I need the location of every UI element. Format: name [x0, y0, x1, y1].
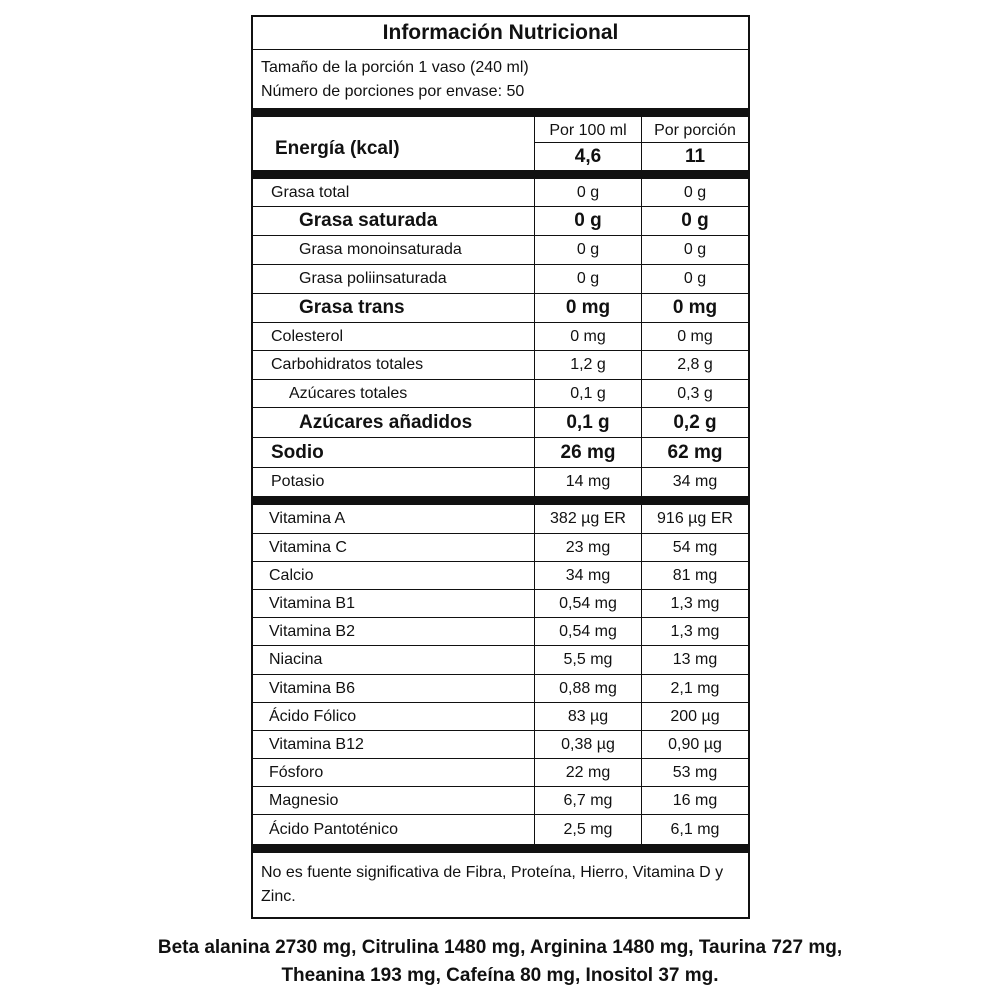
vitamin-per100: 0,54 mg [534, 590, 641, 617]
vitamin-per100: 0,88 mg [534, 675, 641, 702]
vitamin-label: Vitamina A [269, 510, 346, 527]
per-serving-header: Por porción [642, 117, 748, 143]
nutrient-row-colesterol [253, 323, 748, 351]
nutrient-per100: 0 g [534, 207, 641, 235]
nutrient-per100: 0 mg [534, 323, 641, 350]
nutrient-per-serving: 34 mg [641, 468, 748, 496]
footnote: No es fuente significativa de Fibra, Proteína, Hierro, Vitamina D y Zinc. [261, 864, 724, 905]
nutrient-per-serving: 0,3 g [641, 380, 748, 407]
vitamin-label: Magnesio [269, 791, 339, 809]
vitamin-per100: 382 µg ER [534, 505, 641, 533]
vitamin-per100: 6,7 mg [534, 787, 641, 814]
per100-column [534, 117, 641, 170]
nutrient-row-sodio [253, 438, 748, 468]
nutrient-per100: 0 mg [534, 294, 641, 322]
vitamin-label: Fósforo [269, 763, 324, 781]
nutrient-per-serving: 0,2 g [641, 408, 748, 437]
vitamin-per-serving: 53 mg [641, 759, 748, 786]
nutrient-label: Grasa saturada [299, 210, 438, 231]
label-title: Información Nutricional [253, 17, 748, 50]
nutrient-per-serving: 0 g [641, 179, 748, 206]
serving-info [253, 50, 748, 117]
vitamin-per-serving: 200 µg [641, 703, 748, 730]
additional-ingredients-line-1: Beta alanina 2730 mg, Citrulina 1480 mg, Arginina 1480 mg, Taurina 727 mg, [157, 937, 843, 958]
vitamin-row [253, 815, 748, 853]
vitamin-label: Niacina [269, 651, 323, 668]
vitamin-row [253, 787, 748, 815]
nutrient-row-grasa-total [253, 179, 748, 207]
nutrient-label: Azúcares totales [289, 384, 408, 402]
vitamin-per-serving: 2,1 mg [641, 675, 748, 702]
energy-row [253, 117, 748, 179]
vitamin-per-serving: 0,90 µg [641, 731, 748, 758]
energy-per100: 4,6 [574, 145, 602, 167]
vitamin-label: Vitamina B6 [269, 679, 355, 697]
vitamin-row [253, 646, 748, 675]
vitamin-per100: 5,5 mg [534, 646, 641, 674]
energy-per-serving: 11 [684, 145, 706, 167]
nutrient-row-grasa-mono [253, 236, 748, 265]
nutrient-row-carbohidratos [253, 351, 748, 380]
nutrient-per-serving: 62 mg [641, 438, 748, 467]
vitamin-per-serving: 6,1 mg [641, 815, 748, 844]
nutrient-label: Grasa poliinsaturada [299, 270, 447, 287]
nutrient-per-serving: 2,8 g [641, 351, 748, 379]
vitamin-row [253, 731, 748, 759]
nutrient-per100: 0 g [534, 265, 641, 293]
nutrient-per100: 0 g [534, 236, 641, 264]
vitamin-per-serving: 54 mg [641, 534, 748, 561]
nutrient-label: Grasa monoinsaturada [299, 241, 462, 258]
vitamin-per100: 23 mg [534, 534, 641, 561]
servings-per-container: Número de porciones por envase: 50 [261, 83, 525, 100]
vitamin-per100: 22 mg [534, 759, 641, 786]
vitamin-row [253, 618, 748, 646]
vitamin-label: Calcio [269, 566, 314, 584]
nutrient-per100: 0,1 g [534, 380, 641, 407]
vitamin-label: Ácido Fólico [269, 707, 357, 725]
vitamin-label: Vitamina B12 [269, 735, 364, 753]
vitamin-row [253, 759, 748, 787]
vitamin-per-serving: 1,3 mg [641, 618, 748, 645]
vitamin-per100: 0,54 mg [534, 618, 641, 645]
vitamin-label: Vitamina B2 [269, 622, 355, 640]
nutrient-row-azucares-anadidos [253, 408, 748, 438]
per100-header: Por 100 ml [535, 117, 641, 143]
vitamin-per100: 2,5 mg [534, 815, 641, 844]
nutrition-label [251, 15, 750, 919]
nutrient-row-grasa-saturada [253, 207, 748, 236]
additional-ingredients-line-2: Theanina 193 mg, Cafeína 80 mg, Inositol 37 mg. [281, 965, 719, 986]
vitamin-per100: 34 mg [534, 562, 641, 589]
energy-label: Energía (kcal) [275, 138, 400, 159]
nutrient-row-potasio [253, 468, 748, 505]
vitamin-row [253, 675, 748, 703]
vitamin-per-serving: 81 mg [641, 562, 748, 589]
nutrient-label: Grasa total [271, 183, 350, 201]
nutrient-per-serving: 0 g [641, 265, 748, 293]
nutrient-row-grasa-poli [253, 265, 748, 294]
vitamin-per-serving: 916 µg ER [641, 505, 748, 533]
vitamin-row [253, 505, 748, 534]
nutrient-label: Sodio [271, 441, 324, 463]
vitamin-label: Vitamina C [269, 538, 347, 556]
nutrient-label: Colesterol [271, 327, 344, 345]
vitamin-per-serving: 1,3 mg [641, 590, 748, 617]
vitamin-row [253, 703, 748, 731]
vitamin-row [253, 534, 748, 562]
vitamin-row [253, 590, 748, 618]
nutrient-label: Potasio [271, 473, 325, 490]
nutrient-per-serving: 0 mg [641, 294, 748, 322]
nutrient-label: Azúcares añadidos [299, 411, 473, 433]
vitamin-label: Ácido Pantoténico [269, 820, 398, 838]
nutrient-per100: 0 g [534, 179, 641, 206]
nutrient-row-azucares-totales [253, 380, 748, 408]
nutrient-per100: 0,1 g [534, 408, 641, 437]
vitamin-per-serving: 16 mg [641, 787, 748, 814]
nutrient-per100: 1,2 g [534, 351, 641, 379]
vitamin-per100: 83 µg [534, 703, 641, 730]
per-serving-column [641, 117, 748, 170]
vitamin-row [253, 562, 748, 590]
nutrient-per-serving: 0 g [641, 207, 748, 235]
vitamin-label: Vitamina B1 [269, 594, 355, 612]
nutrient-per100: 26 mg [534, 438, 641, 467]
vitamin-per100: 0,38 µg [534, 731, 641, 758]
nutrient-per100: 14 mg [534, 468, 641, 496]
nutrient-label: Carbohidratos totales [271, 356, 424, 373]
additional-ingredients [0, 934, 1000, 990]
nutrient-per-serving: 0 g [641, 236, 748, 264]
nutrient-row-grasa-trans [253, 294, 748, 323]
serving-size: Tamaño de la porción 1 vaso (240 ml) [261, 59, 529, 76]
nutrient-label: Grasa trans [299, 297, 405, 318]
nutrient-per-serving: 0 mg [641, 323, 748, 350]
vitamin-per-serving: 13 mg [641, 646, 748, 674]
